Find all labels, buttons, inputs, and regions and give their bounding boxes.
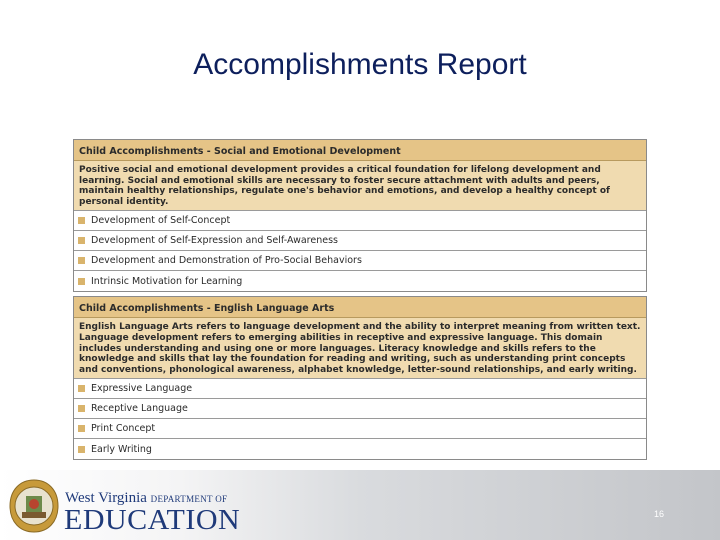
org-name-bottom: EDUCATION	[64, 504, 241, 536]
list-item	[74, 439, 646, 459]
square-bullet-icon	[78, 278, 85, 285]
section-english-language-arts	[73, 296, 647, 460]
list-item	[74, 271, 646, 291]
square-bullet-icon	[78, 237, 85, 244]
square-bullet-icon	[78, 217, 85, 224]
item-label: Development of Self-Expression and Self-Awareness	[91, 235, 338, 247]
org-name-top: West Virginia DEPARTMENT OF	[65, 490, 228, 506]
square-bullet-icon	[78, 446, 85, 453]
item-label: Expressive Language	[91, 383, 193, 395]
section-description: Positive social and emotional development provides a critical foundation for lifelong development and learning. Social and emotional skills are necessary to foster secure attachment with adults and peers, maintain healthy relationships, regulate one's behavior and emotions, and develop a healthy concept of personal identity.	[74, 161, 646, 211]
list-item	[74, 251, 646, 271]
item-label: Intrinsic Motivation for Learning	[91, 275, 243, 287]
square-bullet-icon	[78, 385, 85, 392]
item-label: Early Writing	[91, 443, 152, 455]
accomplishments-report	[73, 139, 647, 464]
list-item	[74, 231, 646, 251]
list-item	[74, 379, 646, 399]
item-label: Development of Self-Concept	[91, 215, 231, 227]
item-label: Development and Demonstration of Pro-Social Behaviors	[91, 255, 362, 267]
square-bullet-icon	[78, 405, 85, 412]
page-number: 16	[654, 509, 665, 519]
section-header: Child Accomplishments - English Language Arts	[74, 297, 646, 318]
list-item	[74, 211, 646, 231]
square-bullet-icon	[78, 257, 85, 264]
section-social-emotional	[73, 139, 647, 292]
list-item	[74, 399, 646, 419]
state-seal-icon	[8, 478, 60, 534]
slide-title: Accomplishments Report	[193, 48, 527, 81]
list-item	[74, 419, 646, 439]
square-bullet-icon	[78, 425, 85, 432]
footer-bar	[0, 470, 720, 540]
item-label: Receptive Language	[91, 403, 188, 415]
item-label: Print Concept	[91, 423, 156, 435]
section-description: English Language Arts refers to language development and the ability to interpret meaning from written text. Language development refers to emerging abilities in receptive and expressive language. This domain includes understanding and using one or more languages. Literacy knowledge and skills refers to the knowledge and skills that lay the foundation for reading and writing, such as understanding print concepts and conventions, phonological awareness, alphabet knowledge, letter-sound relationships, and early writing.	[74, 318, 646, 379]
org-dept: DEPARTMENT OF	[150, 494, 228, 504]
section-header: Child Accomplishments - Social and Emotional Development	[74, 140, 646, 161]
